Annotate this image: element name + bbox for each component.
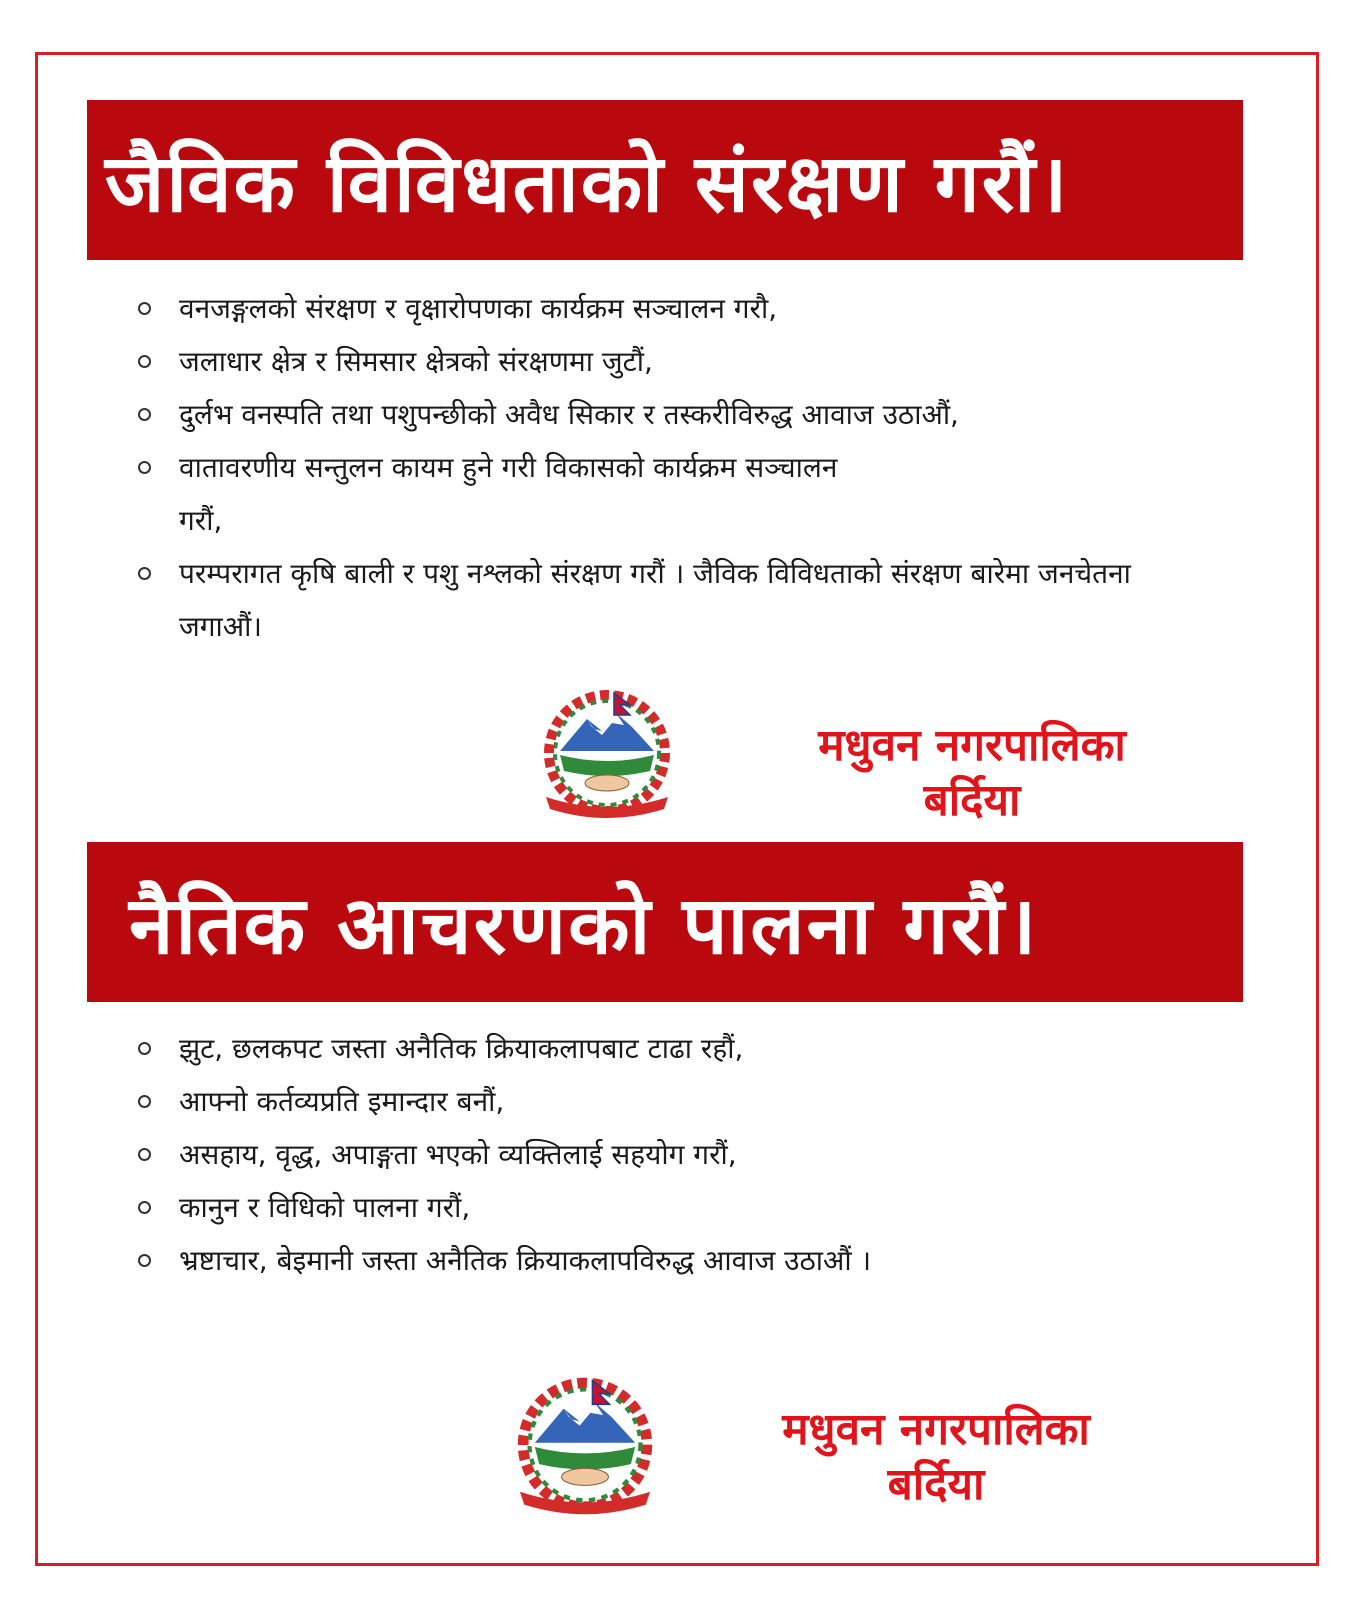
org-district: बर्दिया [923,775,1021,826]
bullet-icon [138,1254,151,1267]
org-district: बर्दिया [887,1459,985,1510]
list-item: भ्रष्टाचार, बेइमानी जस्ता अनैतिक क्रियाकलापविरुद्ध आवाज उठाऔं । [132,1234,1179,1287]
section-2-list [132,1022,1179,1287]
bullet-icon [138,1042,151,1055]
section-1-list [132,282,1179,653]
bullet-icon [138,1201,151,1214]
org-name: मधुवन नगरपालिका [818,720,1126,771]
bullet-icon [138,408,151,421]
org-name-block [722,718,1222,828]
list-item: जलाधार क्षेत्र र सिमसार क्षेत्रको संरक्षणमा जुटौं, [132,335,1179,388]
bullet-icon [138,567,151,580]
nepal-emblem-icon [532,685,682,825]
list-item: दुर्लभ वनस्पति तथा पशुपन्छीको अवैध सिकार र तस्करीविरुद्ध आवाज उठाऔं, [132,388,1179,441]
bullet-icon [138,461,151,474]
list-item: झुट, छलकपट जस्ता अनैतिक क्रियाकलापबाट टाढा रहौं, [132,1022,1179,1075]
section-2-title-banner [87,842,1243,1002]
list-item: परम्परागत कृषि बाली र पशु नश्लको संरक्षण गरौं । जैविक विविधताको संरक्षण बारेमा जनचेतना जगाऔं। [132,547,1179,653]
section-1-title-banner [87,100,1243,260]
org-name-block [686,1402,1186,1512]
list-item: आफ्नो कर्तव्यप्रति इमान्दार बनौं, [132,1075,1179,1128]
section-1-title: जैविक विविधताको संरक्षण गरौं। [105,136,1070,230]
section-2-title: नैतिक आचरणको पालना गरौं। [129,878,1039,972]
list-item: कानुन र विधिको पालना गरौं, [132,1181,1179,1234]
bullet-icon [138,355,151,368]
bullet-icon [138,302,151,315]
nepal-emblem-icon [505,1372,665,1522]
list-item: असहाय, वृद्ध, अपाङ्गता भएको व्यक्तिलाई सहयोग गरौं, [132,1128,1179,1181]
bullet-icon [138,1095,151,1108]
list-item: वातावरणीय सन्तुलन कायम हुने गरी विकासको कार्यक्रम सञ्चालन गरौं, [132,441,1179,547]
org-name: मधुवन नगरपालिका [782,1404,1090,1455]
bullet-icon [138,1148,151,1161]
list-item: वनजङ्गलको संरक्षण र वृक्षारोपणका कार्यक्रम सञ्चालन गरौ, [132,282,1179,335]
